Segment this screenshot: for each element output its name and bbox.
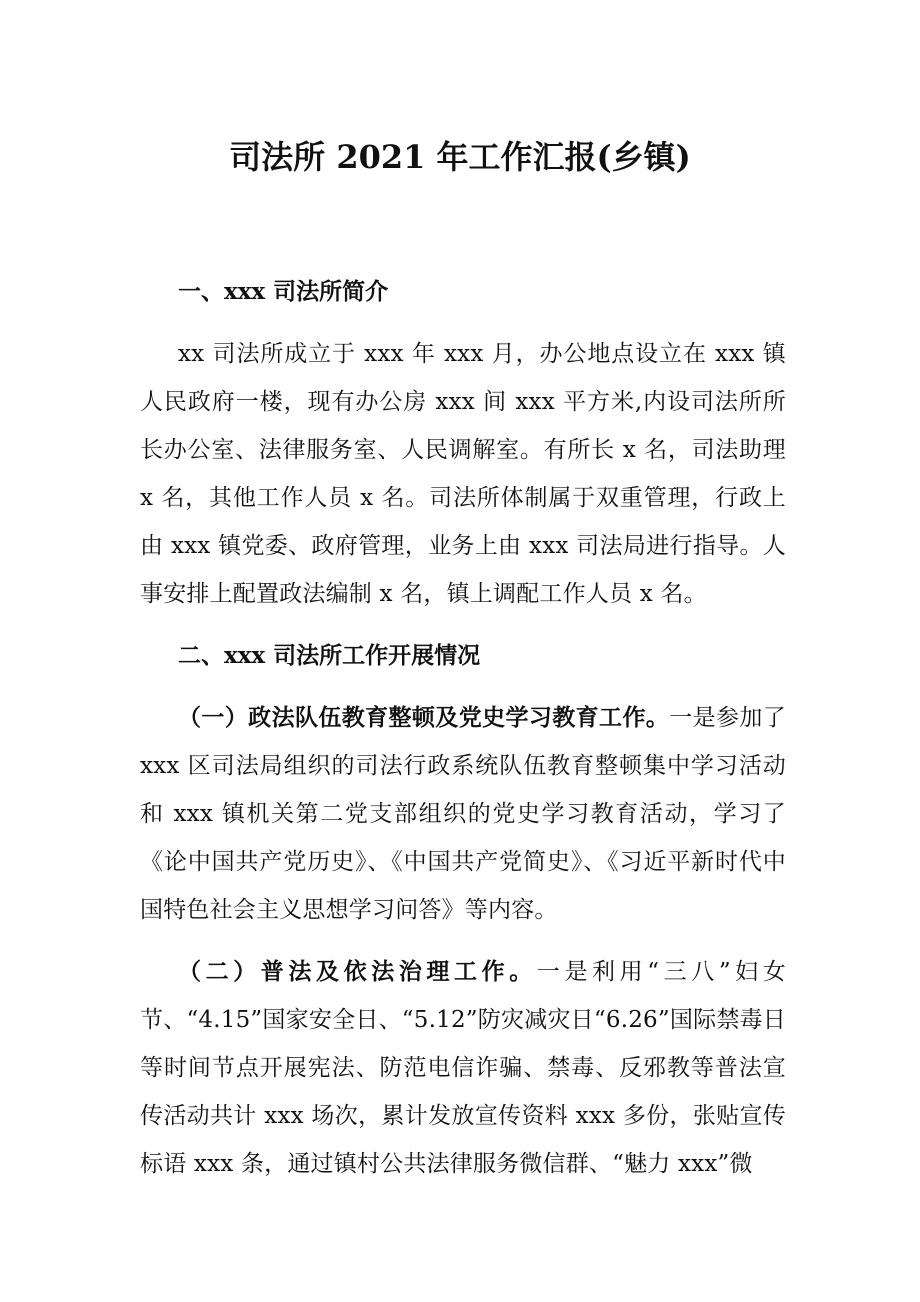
paragraph-lead: （一）政法队伍教育整顿及党史学习教育工作。 (178, 704, 670, 731)
document-title: 司法所 2021 年工作汇报(乡镇) (229, 138, 691, 176)
section-heading-intro: 一、xxx 司法所简介 (178, 278, 389, 305)
section-heading-work: 二、xxx 司法所工作开展情况 (178, 642, 481, 669)
paragraph-intro (140, 330, 786, 618)
paragraph-legal-publicity (140, 948, 786, 1188)
paragraph-text: 一是利用“三八”妇女节、“4.15”国家安全日、“5.12”防灾减灾日“6.26”国际禁毒日等时间节点开展宪法、防范电信诈骗、禁毒、反邪教等普法宣传活动共计 xxx 场次，累计发放宣传资料 xxx 多份，张贴宣传标语 xxx 条，通过镇村公共法律服务微信群、“魅力 xxx”微 (140, 959, 786, 1177)
paragraph-text: 一是参加了 xxx 区司法局组织的司法行政系统队伍教育整顿集中学习活动和 xxx 镇机关第二党支部组织的党史学习教育活动，学习了《论中国共产党历史》、《中国共产党简史》、《习近平新时代中国特色社会主义思想学习问答》等内容。 (140, 705, 787, 923)
paragraph-text: xx 司法所成立于 xxx 年 xxx 月，办公地点设立在 xxx 镇人民政府一楼，现有办公房 xxx 间 xxx 平方米,内设司法所所长办公室、法律服务室、人民调解室。有所长 x 名，司法助理 x 名，其他工作人员 x 名。司法所体制属于双重管理，行政上由 xxx 镇党委、政府管理，业务上由 xxx 司法局进行指导。人事安排上配置政法编制 x 名，镇上调配工作人员 x 名。 (140, 341, 786, 607)
paragraph-party-education (140, 694, 786, 934)
paragraph-lead: （二）普法及依法治理工作。 (178, 958, 537, 985)
document-body (140, 268, 786, 1202)
